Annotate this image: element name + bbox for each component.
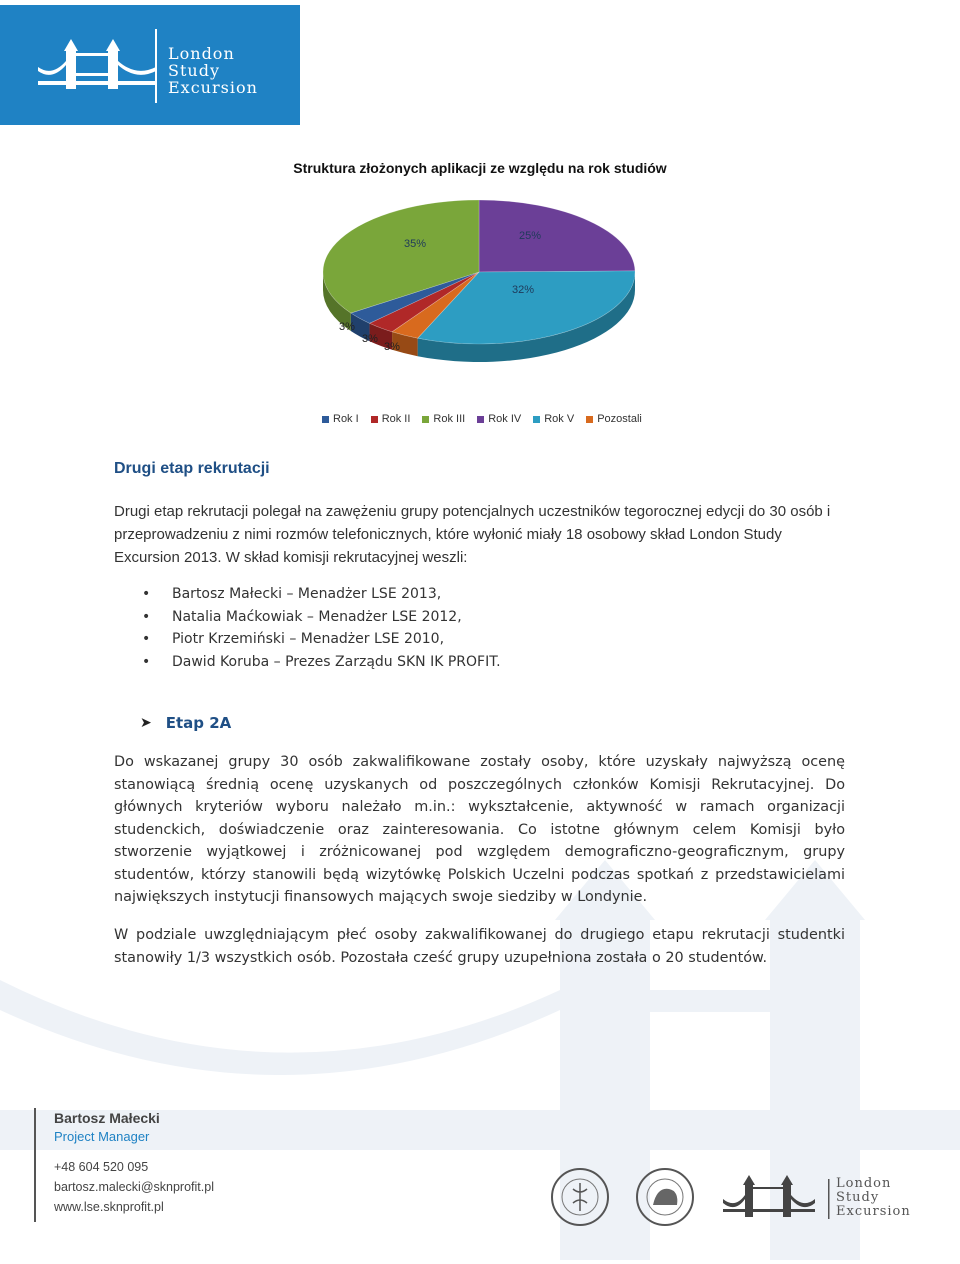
chart-title: Struktura złożonych aplikacji ze względu na rok studiów [293, 160, 667, 176]
arrow-bullet-icon: ➤ [140, 715, 152, 731]
etap-paragraph-1: Do wskazanej grupy 30 osób zakwalifikowane zostały osoby, które uzyskały najwyższą ocenę stanowiącą średnią ocenę uzyskanych od poszczególnych członków Komisji Rekrutacyjnej. Do głównych kryteriów wyboru należało m.in.: wykształcenie, aktywność w ramach organizacji studenckich, doświadczenie oraz zainteresowania. Co istotne głównym celem Komisji było stworzenie wyjątkowej i zróżnicowanej pod względem demograficzno-geograficznym, grupy studentów, którzy stanowili będą wizytówkę Polskich Uczelni podczas spotkań z przedstawicielami największych instytucji finansowych mających swoje siedziby w Londynie. [114, 754, 845, 905]
footer-lse-line-3: Excursion [836, 1204, 911, 1219]
legend-item-rok-v [533, 413, 574, 425]
legend-item-rok-i [322, 413, 359, 425]
list-item: • Piotr Krzemiński – Menadżer LSE 2010, [140, 628, 501, 651]
logo-line-3: Excursion [168, 78, 258, 97]
etap-paragraph-2: W podziale uwzględniającym płeć osoby zakwalifikowanej do drugiego etapu rekrutacji studentki stanowiły 1/3 wszystkich osób. Pozostała cześć grupy uzupełniona została o 20 studentów. [114, 927, 845, 966]
contact-name: Bartosz Małecki [54, 1110, 160, 1126]
legend-swatch [533, 416, 540, 423]
etap-heading [140, 714, 231, 732]
contact-website[interactable]: www.lse.sknprofit.pl [54, 1200, 164, 1214]
list-item: • Bartosz Małecki – Menadżer LSE 2013, [140, 583, 501, 606]
legend-item-rok-iv [477, 413, 521, 425]
footer-lse-line-1: London [836, 1176, 892, 1191]
tower-bridge-icon [38, 37, 158, 97]
list-item: • Natalia Maćkowiak – Menadżer LSE 2012, [140, 606, 501, 629]
logo-divider [155, 29, 157, 103]
contact-email[interactable]: bartosz.malecki@sknprofit.pl [54, 1180, 214, 1194]
legend-label: Rok III [433, 413, 466, 425]
logo-line-2: Study [168, 61, 220, 80]
footer-divider [34, 1108, 36, 1222]
legend-swatch [586, 416, 593, 423]
data-label-pozostali: 3% [384, 341, 400, 353]
legend-swatch [371, 416, 378, 423]
logo-line-1: London [168, 44, 235, 63]
data-label-rok-ii: 3% [362, 333, 378, 345]
legend-swatch [477, 416, 484, 423]
legend-label: Rok I [333, 413, 359, 425]
list-item: • Dawid Koruba – Prezes Zarządu SKN IK PROFIT. [140, 651, 501, 674]
data-label-rok-v: 32% [511, 284, 535, 296]
skn-profit-seal-icon [637, 1169, 693, 1225]
pie-chart [0, 190, 960, 450]
section-heading: Drugi etap rekrutacji [114, 460, 270, 477]
legend-label: Rok II [381, 413, 411, 425]
legend-item-rok-iii [422, 413, 465, 425]
data-label-rok-iv: 25% [518, 230, 542, 242]
pie-chart-svg [0, 190, 960, 450]
contact-phone: +48 604 520 095 [54, 1160, 149, 1174]
data-label-rok-i: 3% [339, 321, 355, 333]
legend-label: Pozostali [597, 413, 642, 425]
tower-bridge-small-icon [723, 1175, 815, 1217]
footer-lse-line-2: Study [836, 1190, 880, 1205]
university-seal-icon [552, 1169, 608, 1225]
legend-label: Rok IV [488, 413, 522, 425]
data-label-rok-iii: 35% [403, 238, 427, 250]
chart-legend [322, 413, 642, 425]
legend-swatch [422, 416, 429, 423]
footer-lse-wordmark [836, 1177, 911, 1219]
legend-swatch [322, 416, 329, 423]
section-paragraph: Drugi etap rekrutacji polegał na zawężeniu grupy potencjalnych uczestników tegorocznej edycji do 30 osób i przeprowadzeniu z nimi rozmów telefonicznych, które wyłonić miały 18 osobowy skład London Study Excursion 2013. W skład komisji rekrutacyjnej weszli: [114, 503, 831, 566]
logo-wordmark [168, 45, 258, 96]
legend-item-rok-ii [371, 413, 411, 425]
committee-list [140, 583, 501, 673]
header-logo [0, 5, 300, 125]
contact-role: Project Manager [54, 1129, 150, 1144]
etap-heading-text: Etap 2A [165, 714, 232, 732]
footer-contact [54, 1110, 214, 1214]
legend-item-pozostali [586, 413, 642, 425]
legend-label: Rok V [544, 413, 575, 425]
pie-slice-rok-iv [479, 200, 635, 272]
